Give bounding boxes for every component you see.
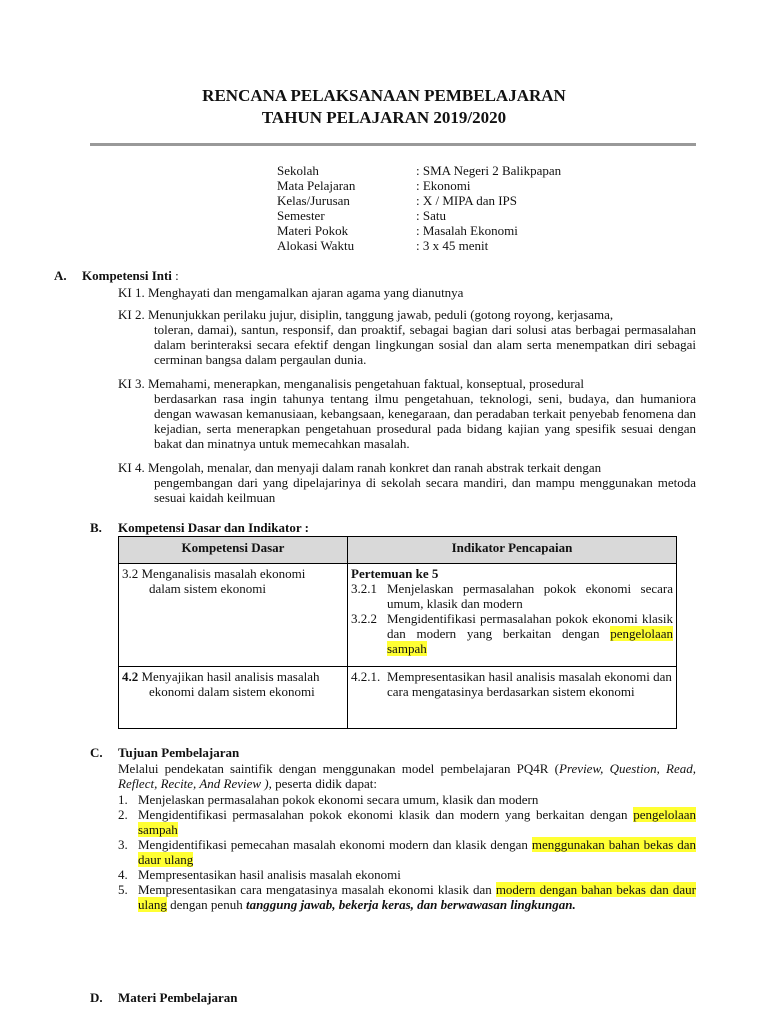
doc-title: RENCANA PELAKSANAAN PEMBELAJARAN: [202, 86, 566, 105]
section-b-heading: B. Kompetensi Dasar dan Indikator :: [90, 520, 309, 535]
identity-block: [277, 163, 561, 253]
competency-table: [118, 536, 677, 729]
indicator-item: 3.2.2 Mengidentifikasi permasalahan pokok ekonomi klasik dan modern yang berkaitan dengan pengelolaan sampah: [351, 611, 673, 656]
kd-cell: 4.2 Menyajikan hasil analisis masalah ekonomi dalam sistem ekonomi: [119, 667, 348, 729]
info-row: Mata Pelajaran : Ekonomi: [277, 178, 471, 193]
ki-item-1: KI 1. Menghayati dan mengamalkan ajaran agama yang dianutnya: [118, 285, 464, 300]
list-item: 2. Mengidentifikasi permasalahan pokok ekonomi klasik dan modern yang berkaitan dengan pengelolaan sampah: [118, 807, 696, 837]
indicator-cell: Pertemuan ke 5 3.2.1 Menjelaskan permasalahan pokok ekonomi secara umum, klasik dan modern 3.2.2 Mengidentifikasi permasalahan pokok ekonomi klasik dan modern yang berkaitan dengan pengelolaan sampah: [348, 564, 677, 667]
section-a-heading: A. Kompetensi Inti :: [54, 268, 179, 283]
table-row: [119, 564, 677, 667]
list-item: 4. Mempresentasikan hasil analisis masalah ekonomi: [118, 867, 401, 882]
learning-objective-intro: Melalui pendekatan saintifik dengan menggunakan model pembelajaran PQ4R (Preview, Question, Read, Reflect, Recite, And Review ), peserta didik dapat:: [118, 761, 696, 791]
ki-item-2: KI 2. Menunjukkan perilaku jujur, disiplin, tanggung jawab, peduli (gotong royong, kerjasama, toleran, damai), santun, responsif, dan proaktif, sebagai bagian dari solusi atas berbagai permasalahan dalam berinteraksi secara efektif dengan lingkungan sosial dan alam serta menempatkan diri sebagai cerminan bangsa dalam pergaulan dunia.: [118, 307, 696, 367]
info-row: Materi Pokok : Masalah Ekonomi: [277, 223, 518, 238]
indicator-item: 4.2.1. Mempresentasikan hasil analisis masalah ekonomi dan cara mengatasinya berdasarkan sistem ekonomi: [351, 669, 672, 699]
info-row: Semester : Satu: [277, 208, 446, 223]
kd-cell: 3.2 Menganalisis masalah ekonomi dalam sistem ekonomi: [119, 564, 348, 667]
table-row: [119, 667, 677, 729]
indicator-cell: [348, 667, 677, 729]
list-item: 1. Menjelaskan permasalahan pokok ekonomi secara umum, klasik dan modern: [118, 792, 539, 807]
section-d-heading: D. Materi Pembelajaran: [90, 990, 238, 1005]
info-row: Alokasi Waktu : 3 x 45 menit: [277, 238, 489, 253]
col-header-indicator: Indikator Pencapaian: [348, 537, 677, 564]
ki-item-4: KI 4. Mengolah, menalar, dan menyaji dalam ranah konkret dan ranah abstrak terkait dengan pengembangan dari yang dipelajarinya di sekolah secara mandiri, dan mampu menggunakan metoda sesuai kaidah keilmuan: [118, 460, 696, 505]
list-item: 5. Mempresentasikan cara mengatasinya masalah ekonomi klasik dan modern dengan bahan bekas dan daur ulang dengan penuh tanggung jawab, bekerja keras, dan berwawasan lingkungan.: [118, 882, 696, 912]
list-item: 3. Mengidentifikasi pemecahan masalah ekonomi modern dan klasik dengan menggunakan bahan bekas dan daur ulang: [118, 837, 696, 867]
indicator-item: 3.2.1 Menjelaskan permasalahan pokok ekonomi secara umum, klasik dan modern: [351, 581, 673, 611]
ki-item-3: KI 3. Memahami, menerapkan, menganalisis pengetahuan faktual, konseptual, prosedural berdasarkan rasa ingin tahunya tentang ilmu pengetahuan, teknologi, seni, budaya, dan humaniora dengan wawasan kemanusiaan, kebangsaan, kenegaraan, dan peradaban terkait penyebab fenomena dan kejadian, serta menerapkan pengetahuan prosedural pada bidang kajian yang spesifik sesuai dengan bakat dan minatnya untuk memecahkan masalah.: [118, 376, 696, 451]
section-c-heading: C. Tujuan Pembelajaran: [90, 745, 240, 760]
objective-list: [118, 792, 696, 912]
info-row: Sekolah : SMA Negeri 2 Balikpapan: [277, 163, 562, 178]
info-row: Kelas/Jurusan : X / MIPA dan IPS: [277, 193, 518, 208]
col-header-kd: Kompetensi Dasar: [119, 537, 348, 564]
title-divider: [90, 143, 696, 146]
doc-subtitle: TAHUN PELAJARAN 2019/2020: [261, 108, 507, 127]
